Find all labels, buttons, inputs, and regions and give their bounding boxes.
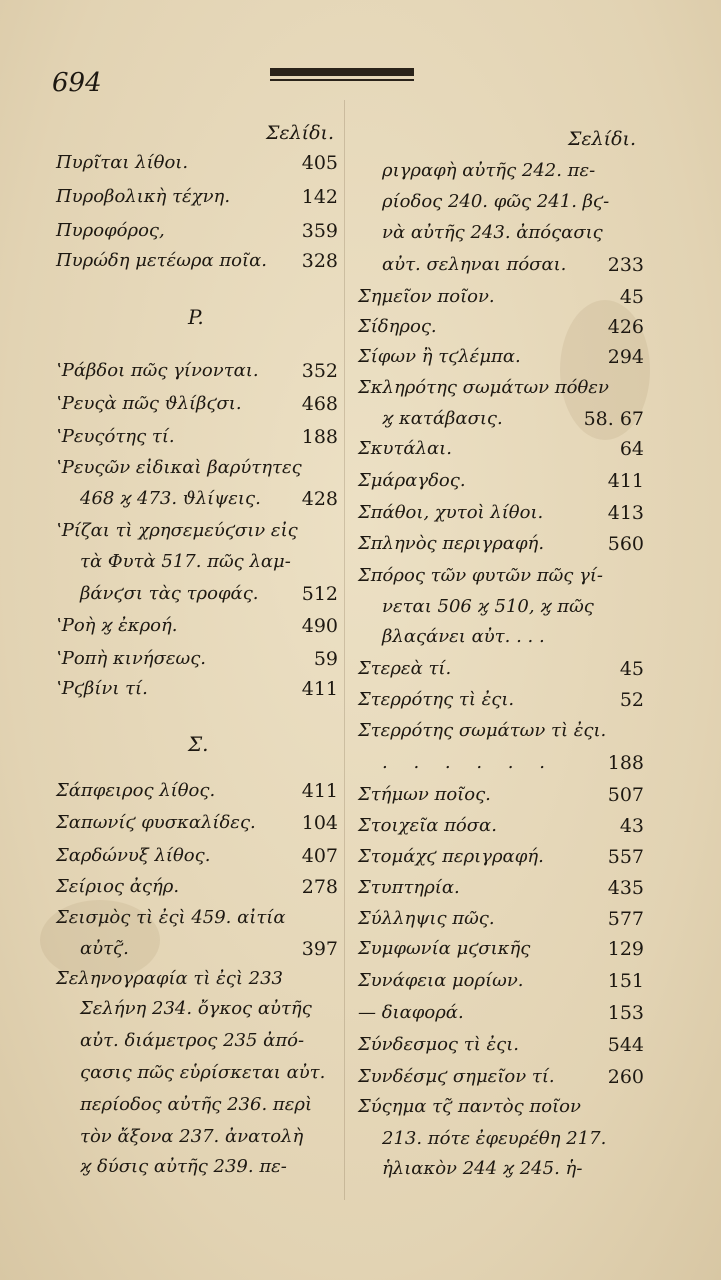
index-entry: Πυροβολικὴ τέχνη. 142 [56,186,338,208]
header-ornament [270,68,414,82]
left-column-header: Σελίδι. [266,122,335,144]
index-entry: ʽΡοὴ ϗ ἐκροή. 490 [56,615,338,637]
index-entry: . . . . . . 188 [382,752,644,774]
index-entry: Στερρότης σωμάτων τὶ ἐςι. [358,720,607,741]
index-entry: Σείριος ἀςήρ. 278 [56,876,338,898]
index-entry: Στερρότης τὶ ἐςι. 52 [358,689,644,711]
index-entry: νὰ αὐτῆς 243. ἀπόςασις [382,222,603,243]
index-entry: 213. πότε ἐφευρέθη 217. [382,1128,607,1149]
index-entry: Στοιχεῖα πόσα. 43 [358,815,644,837]
index-entry: Σαπωνίϛ φυσκαλίδες. 104 [56,812,338,834]
index-entry: Σεληνογραφία τὶ ἐςὶ 233 [56,968,284,989]
section-letter-rho: P. [188,305,204,329]
index-entry: Σύςημα τϛ̃ παντὸς ποῖον [358,1096,581,1117]
index-entry: Σπληνὸς περιγραφή. 560 [358,533,644,555]
index-entry: Σύνδεσμος τὶ ἐςι. 544 [358,1034,644,1056]
index-entry: Σκληρότης σωμάτων πόθεν [358,377,609,398]
index-entry: ρίοδος 240. φῶς 241. βϛ- [382,191,610,212]
index-entry: Στήμων ποῖος. 507 [358,784,644,806]
index-entry: ςασις πῶς εὑρίσκεται αὐτ. [80,1062,326,1083]
index-entry: ριγραφὴ αὐτῆς 242. πε- [382,160,596,181]
index-entry: νεται 506 ϗ 510, ϗ πῶς [382,596,594,617]
index-entry: ʽΡϛβίνι τί. 411 [56,678,338,700]
index-entry: Σεισμὸς τὶ ἐςὶ 459. αἰτία [56,907,286,928]
index-entry: Πυροφόρος, 359 [56,220,338,242]
index-entry: Στυπτηρία. 435 [358,877,644,899]
index-entry: ʽΡευςὰ πῶς ϑλίβϛσι. 468 [56,393,338,415]
index-entry: ʽΡίζαι τὶ χρησεμεύϛσιν εἰς [56,520,298,541]
index-entry: Συμφωνία μϛσικῆς 129 [358,938,644,960]
index-entry: Σελήνη 234. ὄγκος αὐτῆς [80,998,312,1019]
section-letter-sigma: Σ. [188,732,209,756]
index-entry: Σκυτάλαι. 64 [358,438,644,460]
index-entry: ϗ δύσις αὐτῆς 239. πε- [80,1156,287,1177]
index-entry: αὐτ. διάμετρος 235 ἀπό- [80,1030,305,1051]
index-entry: — διαφορά. 153 [358,1002,644,1024]
index-entry: βάνϛσι τὰς τροφάς. 512 [80,583,338,605]
index-entry: Συνδέσμϛ σημεῖον τί. 260 [358,1066,644,1088]
index-entry: Σπόρος τῶν φυτῶν πῶς γί- [358,565,603,586]
index-entry: αὐτ. σεληναι πόσαι. 233 [382,254,644,276]
index-entry: ʽΡάβδοι πῶς γίνονται. 352 [56,360,338,382]
page-number: 694 [52,68,102,98]
index-entry: βλαςάνει αὐτ. . . . [382,626,545,647]
index-entry: Σημεῖον ποῖον. 45 [358,286,644,308]
index-entry: ʽΡευςότης τί. 188 [56,426,338,448]
index-entry: Σμάραγδος. 411 [358,470,644,492]
index-entry: Πυρῖται λίθοι. 405 [56,152,338,174]
index-entry: Στομάχϛ περιγραφή. 557 [358,846,644,868]
index-entry: ϗ κατάβασις. 58. 67 [382,408,644,430]
index-entry: ʽΡοπὴ κινήσεως. 59 [56,648,338,670]
index-entry: Σαρδώνυξ λίθος. 407 [56,845,338,867]
index-entry: 468 ϗ 473. ϑλίψεις. 428 [80,488,338,510]
index-entry: περίοδος αὐτῆς 236. περὶ [80,1094,313,1115]
index-entry: Συνάφεια μορίων. 151 [358,970,644,992]
index-entry: τὸν ἄξονα 237. ἀνατολὴ [80,1126,304,1147]
column-gutter [344,100,345,1200]
index-entry: Σίδηρος. 426 [358,316,644,338]
right-column-header: Σελίδι. [568,128,637,150]
index-entry: Σίφων ἢ τϛλέμπα. 294 [358,346,644,368]
index-entry: Στερεὰ τί. 45 [358,658,644,680]
index-entry: Πυρώδη μετέωρα ποῖα. 328 [56,250,338,272]
index-entry: ἡλιακὸν 244 ϗ 245. ἡ- [382,1158,583,1179]
index-entry: τὰ Φυτὰ 517. πῶς λαμ- [80,551,291,572]
index-entry: Σύλληψις πῶς. 577 [358,908,644,930]
index-entry: Σάπφειρος λίθος. 411 [56,780,338,802]
index-entry: ʽΡευςῶν εἰδικαὶ βαρύτητες [56,457,302,478]
index-entry: Σπάθοι, χυτοὶ λίθοι. 413 [358,502,644,524]
index-entry: αὐτϛ̃. 397 [80,938,338,960]
